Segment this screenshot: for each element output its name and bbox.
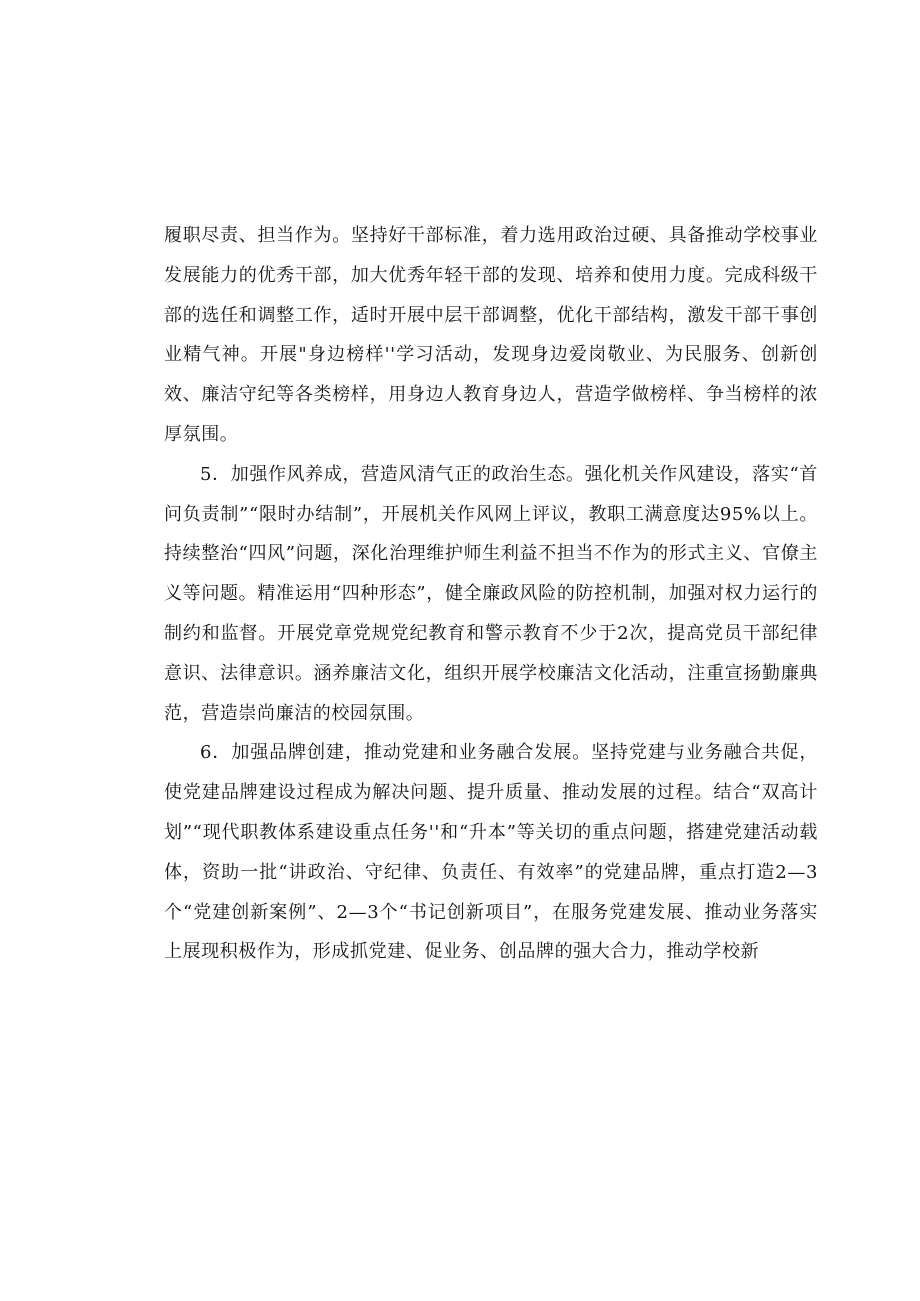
paragraph-6-brand-building: 6．加强品牌创建，推动党建和业务融合发展。坚持党建与业务融合共促，使党建品牌建设过程成为解决问题、提升质量、推动发展的过程。结合“双高计划”“现代职教体系建设重点任务''和“升本”等关切的重点问题，搭建党建活动载体，资助一批“讲政治、守纪律、负责任、有效率”的党建品牌，重点打造2—3个“党建创新案例”、2—3个“书记创新项目”，在服务党建发展、推动业务落实上展现积极作为，形成抓党建、促业务、创品牌的强大合力，推动学校新 <box>164 742 818 963</box>
paragraph-5-work-style: 5．加强作风养成，营造风清气正的政治生态。强化机关作风建设，落实“首问负责制”“限时办结制”，开展机关作风网上评议，教职工满意度达95%以上。持续整治“四风”问题，深化治理维护师生利益不担当不作为的形式主义、官僚主义等问题。精准运用“四种形态”，健全廉政风险的防控机制，加强对权力运行的制约和监督。开展党章党规党纪教育和警示教育不少于2次，提高党员干部纪律意识、法律意识。涵养廉洁文化，组织开展学校廉洁文化活动，注重宣扬勤廉典范，营造崇尚廉洁的校园氛围。 <box>164 463 818 724</box>
document-body <box>164 216 818 972</box>
paragraph-cadre-selection: 履职尽责、担当作为。坚持好干部标准，着力选用政治过硬、具备推动学校事业发展能力的优秀干部，加大优秀年轻干部的发现、培养和使用力度。完成科级干部的选任和调整工作，适时开展中层干部调整，优化干部结构，激发干部干事创业精气神。开展"身边榜样''学习活动，发现身边爱岗敬业、为民服务、创新创效、廉洁守纪等各类榜样，用身边人教育身边人，营造学做榜样、争当榜样的浓厚氛围。 <box>164 225 818 445</box>
